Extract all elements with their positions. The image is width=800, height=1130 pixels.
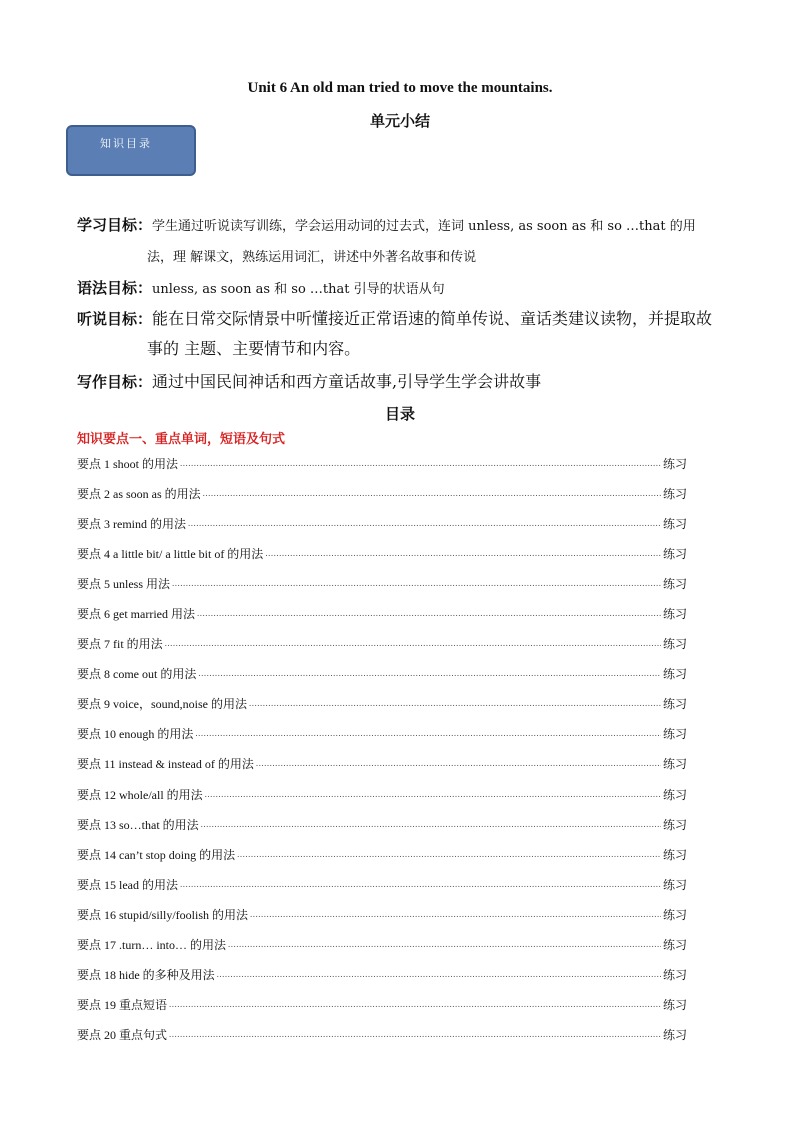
toc-item[interactable] (77, 659, 687, 689)
toc-item-text: 要点 15 lead 的用法 (77, 877, 178, 892)
toc-exercise-link[interactable]: 练习 (662, 968, 687, 983)
toc-section-heading: 知识要点一、重点单词，短语及句式 (77, 432, 286, 447)
listening-speaking-goal (77, 307, 727, 361)
goal-text-continued: 法，理 解课文，熟练运用词汇，讲述中外著名故事和传说 (147, 250, 477, 265)
toc-item[interactable] (77, 930, 687, 960)
toc-leader (198, 669, 661, 678)
toc-leader (228, 940, 661, 949)
toc-exercise-link[interactable]: 练习 (662, 667, 687, 682)
goal-text: unless, as soon as 和 so …that 引导的状语从句 (152, 282, 445, 297)
toc-item-text: 要点 10 enough 的用法 (77, 727, 194, 742)
document-subtitle: 单元小结 (369, 112, 430, 130)
toc-leader (265, 549, 661, 558)
goal-text: 通过中国民间神话和西方童话故事,引导学生学会讲故事 (152, 372, 542, 391)
toc-item-text: 要点 13 so…that 的用法 (77, 817, 199, 832)
toc-leader (203, 489, 661, 498)
toc-item[interactable] (77, 809, 687, 839)
toc-item-text: 要点 20 重点句式 (77, 1028, 168, 1043)
toc-exercise-link[interactable]: 练习 (662, 727, 687, 742)
goal-label: 写作目标： (77, 373, 153, 391)
toc-leader (169, 1000, 661, 1009)
knowledge-directory-box (66, 125, 196, 176)
document-title: Unit 6 An old man tried to move the mountains. (247, 80, 553, 96)
toc-exercise-link[interactable]: 练习 (662, 817, 687, 832)
toc-leader (197, 609, 661, 618)
toc-leader (201, 820, 661, 829)
knowledge-directory-label: 知识目录 (100, 137, 152, 150)
toc-leader (188, 519, 661, 528)
writing-goal (77, 370, 727, 394)
toc-item[interactable] (77, 990, 687, 1020)
toc-item[interactable] (77, 779, 687, 809)
toc-item[interactable] (77, 598, 687, 628)
toc-item[interactable] (77, 1020, 687, 1050)
toc-item[interactable] (77, 689, 687, 719)
toc-item-text: 要点 16 stupid/silly/foolish 的用法 (77, 907, 249, 922)
toc-exercise-link[interactable]: 练习 (662, 787, 687, 802)
toc-item[interactable] (77, 839, 687, 869)
toc-item[interactable] (77, 538, 687, 568)
toc-item[interactable] (77, 899, 687, 929)
toc-exercise-link[interactable]: 练习 (662, 697, 687, 712)
toc-item[interactable] (77, 719, 687, 749)
toc-item-text: 要点 18 hide 的多种及用法 (77, 968, 215, 983)
toc-leader (237, 850, 661, 859)
toc-leader (250, 910, 661, 919)
toc-leader (172, 579, 661, 588)
toc-item-text: 要点 1 shoot 的用法 (77, 456, 179, 471)
toc-leader (169, 1030, 661, 1039)
grammar-goal (77, 276, 727, 302)
toc-item[interactable] (77, 960, 687, 990)
toc-item[interactable] (77, 869, 687, 899)
toc-exercise-link[interactable]: 练习 (662, 847, 687, 862)
toc-exercise-link[interactable]: 练习 (662, 938, 687, 953)
toc-item-text: 要点 17 .turn… into… 的用法 (77, 938, 226, 953)
toc-item-text: 要点 6 get married 用法 (77, 607, 195, 622)
toc-item[interactable] (77, 749, 687, 779)
goal-text: 能在日常交际情景中听懂接近正常语速的简单传说、童话类建议读物，并提取故 (152, 309, 713, 328)
toc-exercise-link[interactable]: 练习 (662, 877, 687, 892)
toc-item[interactable] (77, 478, 687, 508)
toc-leader (256, 759, 661, 768)
toc-exercise-link[interactable]: 练习 (662, 456, 687, 471)
toc-item-text: 要点 12 whole/all 的用法 (77, 787, 203, 802)
toc-item-text: 要点 19 重点短语 (77, 998, 168, 1013)
goal-text: 学生通过听说读写训练，学会运用动词的过去式，连词 unless, as soon as 和 so …that 的用 (152, 219, 696, 234)
toc-item-text: 要点 9 voice，sound,noise 的用法 (77, 697, 247, 712)
toc-exercise-link[interactable]: 练习 (662, 607, 687, 622)
goal-label: 学习目标： (77, 216, 153, 234)
toc-item-text: 要点 5 unless 用法 (77, 576, 171, 591)
toc-item-text: 要点 3 remind 的用法 (77, 516, 186, 531)
toc-leader (195, 729, 661, 738)
toc-item[interactable] (77, 629, 687, 659)
toc-exercise-link[interactable]: 练习 (662, 757, 687, 772)
toc-item[interactable] (77, 508, 687, 538)
toc-exercise-link[interactable]: 练习 (662, 576, 687, 591)
toc-exercise-link[interactable]: 练习 (662, 486, 687, 501)
toc-leader (165, 639, 661, 648)
toc-item-text: 要点 7 fit 的用法 (77, 637, 163, 652)
learning-goal (77, 213, 727, 270)
toc-leader (217, 970, 661, 979)
goal-text-continued: 事的 主题、主要情节和内容。 (147, 339, 361, 358)
toc-item-text: 要点 14 can’t stop doing 的用法 (77, 847, 236, 862)
toc-exercise-link[interactable]: 练习 (662, 998, 687, 1013)
toc-exercise-link[interactable]: 练习 (662, 1028, 687, 1043)
toc-title: 目录 (384, 405, 415, 423)
toc-item-text: 要点 2 as soon as 的用法 (77, 486, 201, 501)
toc-item[interactable] (77, 448, 687, 478)
goal-label: 语法目标： (77, 279, 153, 297)
toc-leader (249, 699, 661, 708)
toc-list (77, 448, 687, 1050)
toc-exercise-link[interactable]: 练习 (662, 546, 687, 561)
toc-item-text: 要点 4 a little bit/ a little bit of 的用法 (77, 546, 264, 561)
toc-exercise-link[interactable]: 练习 (662, 516, 687, 531)
toc-item-text: 要点 11 instead & instead of 的用法 (77, 757, 254, 772)
toc-leader (180, 459, 661, 468)
toc-item[interactable] (77, 568, 687, 598)
toc-leader (205, 790, 661, 799)
toc-exercise-link[interactable]: 练习 (662, 637, 687, 652)
toc-exercise-link[interactable]: 练习 (662, 907, 687, 922)
goal-label: 听说目标： (77, 310, 153, 328)
toc-leader (180, 880, 661, 889)
toc-item-text: 要点 8 come out 的用法 (77, 667, 197, 682)
